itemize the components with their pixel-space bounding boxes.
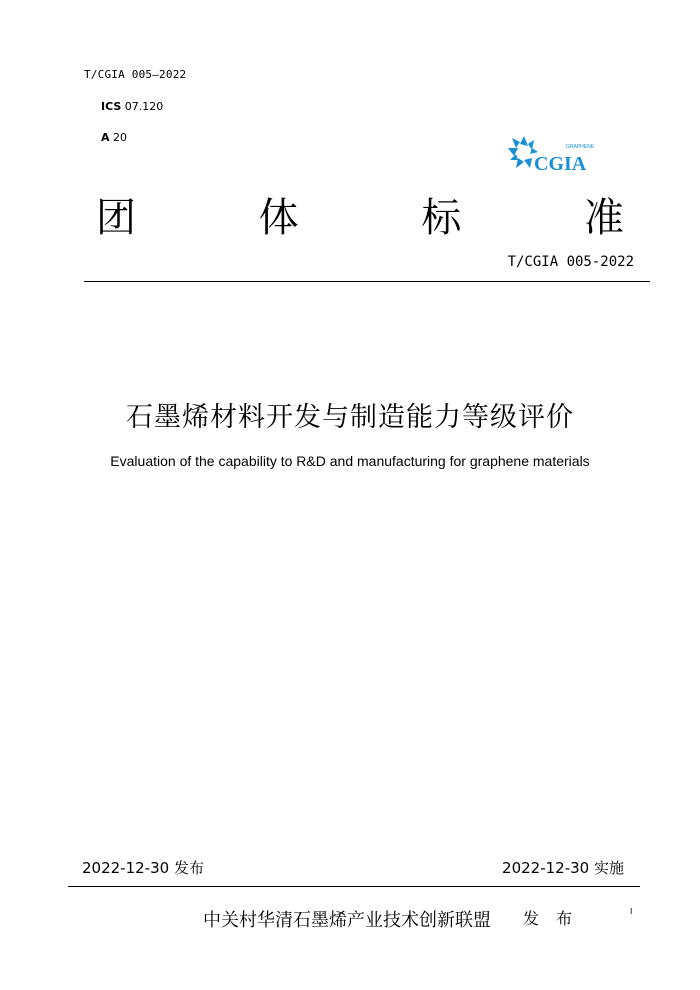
logo-small-text: GRAPHENE — [566, 144, 595, 150]
bottom-divider — [68, 886, 640, 887]
ccs-classification — [101, 131, 127, 144]
title-char: 标 — [421, 195, 462, 241]
implement-date: 2022-12-30 实施 — [502, 859, 624, 877]
document-type-title — [96, 192, 624, 244]
title-char: 准 — [583, 195, 624, 241]
issuing-organization: 中关村华清石墨烯产业技术创新联盟 — [203, 910, 491, 931]
page-mark: I — [630, 907, 633, 916]
ics-label: ICS — [101, 100, 122, 113]
title-char: 体 — [258, 195, 299, 241]
title-char: 团 — [96, 195, 136, 241]
ccs-label: A — [101, 131, 110, 144]
chinese-title: 石墨烯材料开发与制造能力等级评价 — [126, 402, 574, 433]
ics-value: 07.120 — [124, 100, 164, 113]
english-title: Evaluation of the capability to R&D and manufacturing for graphene materials — [110, 453, 590, 469]
publish-date: 2022-12-30 发布 — [82, 859, 204, 877]
logo-text: CGIA — [534, 153, 587, 174]
cgia-logo — [508, 134, 600, 174]
top-divider — [84, 281, 650, 282]
standard-number: T/CGIA 005-2022 — [507, 254, 634, 270]
header-standard-code: T/CGIA 005—2022 — [84, 68, 187, 81]
organization-action: 发 布 — [523, 909, 579, 928]
ics-classification — [101, 100, 163, 113]
ccs-value: 20 — [113, 131, 128, 144]
